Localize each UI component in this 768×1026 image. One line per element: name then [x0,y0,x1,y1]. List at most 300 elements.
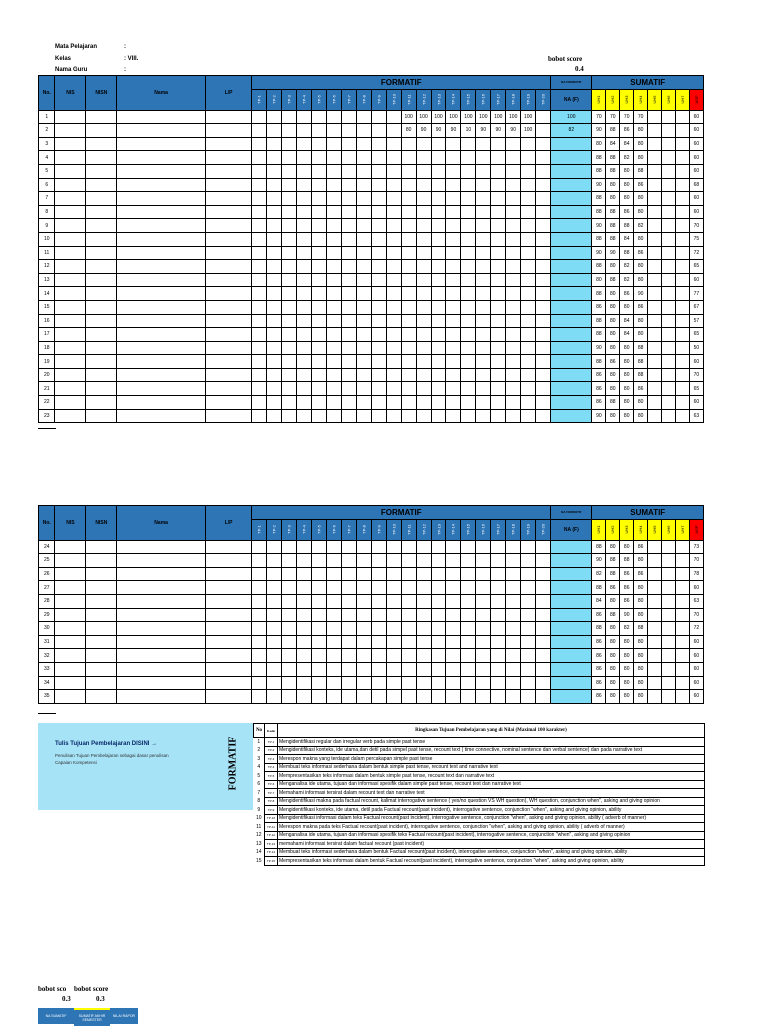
summary-row [254,840,705,849]
summary-row [254,746,705,755]
uh-label: ASP [693,525,699,534]
lp-cell [205,178,251,192]
tp-score-cell [476,649,491,663]
tp-label: TP-1 [256,525,262,534]
table-row [39,314,704,328]
tp-score-cell [506,540,521,554]
asp-score-cell: 70 [689,368,703,382]
tp-score-cell [476,581,491,595]
tp-score-cell [506,635,521,649]
uh-score-cell: 80 [634,690,648,704]
tp-score-cell [371,124,386,138]
tp-score-cell [461,151,476,165]
tp-score-cell [356,192,371,206]
tp-score-cell [416,690,431,704]
uh-score-cell [648,649,662,663]
tp-score-cell [341,594,356,608]
uh-score-cell: 84 [606,137,620,151]
tp-score-cell [326,178,341,192]
tp-score-cell [341,287,356,301]
asp-score-cell: 65 [689,382,703,396]
na-f-cell [551,622,592,636]
tp-score-cell [297,608,312,622]
tp-score-cell [386,676,401,690]
tp-score-cell [282,219,297,233]
table-row [39,273,704,287]
name-cell [117,676,206,690]
tp-score-cell [431,396,446,410]
uh-score-cell [661,246,675,260]
uh-score-cell [661,341,675,355]
na-f-cell [551,608,592,622]
tp-score-cell [506,232,521,246]
tp-score-cell [446,328,461,342]
lp-cell [205,341,251,355]
tp-score-cell [326,635,341,649]
tp-score-cell [431,690,446,704]
summary-no: 7 [257,789,261,796]
uh-score-cell: 82 [634,219,648,233]
tp-score-cell [416,622,431,636]
table-row [39,409,704,423]
uh-score-cell: 88 [592,260,606,274]
tp-score-cell [267,219,282,233]
uh-score-cell [675,300,689,314]
uh-score-cell [661,567,675,581]
uh-score-cell: 80 [634,635,648,649]
tp-score-cell [312,581,327,595]
table-row [39,396,704,410]
asp-score-cell: 60 [689,396,703,410]
tp-score-cell [252,178,267,192]
tp-score-cell [536,151,551,165]
tp-score-cell [461,341,476,355]
uh-label: UH6 [665,95,671,104]
na-f-cell [551,649,592,663]
tp-score-cell [506,594,521,608]
tp-score-cell [521,219,536,233]
nisn-cell [86,341,117,355]
lp-cell [205,137,251,151]
tp-score-cell [371,300,386,314]
uh-score-cell: 80 [620,396,634,410]
uh-label: UH3 [624,525,630,534]
tp-score-cell [416,409,431,423]
uh-score-cell: 80 [606,341,620,355]
summary-kode: TP-8 [265,797,278,806]
tp-score-cell [491,328,506,342]
summary-no: 8 [257,798,261,805]
tp-score-cell [252,273,267,287]
tp-label: TP-17 [495,94,501,106]
tp-column-header [416,519,431,540]
kelas-label: Kelas [55,56,72,62]
nis-cell [55,328,86,342]
uh-label: UH5 [652,525,658,534]
tp-label: TP-13 [436,524,442,536]
tp-label: TP-11 [406,94,412,105]
tp-score-cell [536,355,551,369]
tp-score-cell [356,540,371,554]
uh-score-cell: 82 [620,273,634,287]
uh-score-cell [648,409,662,423]
asp-score-cell: 65 [689,328,703,342]
table-row [39,328,704,342]
tp-score-cell [401,151,416,165]
name-cell [117,594,206,608]
tp-score-cell [521,676,536,690]
na-f-cell [551,219,592,233]
tp-score-cell [341,382,356,396]
tp-score-cell [341,273,356,287]
tp-score-cell [341,690,356,704]
tp-score-cell [416,219,431,233]
uh-score-cell [648,124,662,138]
tp-score-cell [536,341,551,355]
uh-score-cell [675,260,689,274]
tp-score-cell [252,635,267,649]
nis-cell [55,382,86,396]
uh-score-cell [648,662,662,676]
tp-score-cell [491,594,506,608]
tp-score-cell [341,205,356,219]
tp-score-cell [341,260,356,274]
tp-score-cell [416,151,431,165]
tp-score-cell [267,137,282,151]
nis-cell [55,300,86,314]
table-row [39,287,704,301]
tp-score-cell [341,246,356,260]
tp-score-cell [386,355,401,369]
tp-score-cell [446,260,461,274]
tp-score-cell [356,137,371,151]
tp-score-cell [536,368,551,382]
lp-cell [205,260,251,274]
tp-score-cell [521,151,536,165]
tp-score-cell [356,219,371,233]
tp-score-cell [536,260,551,274]
tp-score-cell [356,300,371,314]
tp-score-cell [506,409,521,423]
uh-score-cell [675,273,689,287]
tp-score-cell [491,540,506,554]
tp-score-cell [521,260,536,274]
tp-score-cell [491,232,506,246]
row-number: 27 [39,581,55,595]
tp-score-cell [416,137,431,151]
na-f-cell [551,205,592,219]
uh-score-cell: 88 [606,124,620,138]
uh-score-cell: 86 [620,287,634,301]
uh-score-cell: 80 [634,232,648,246]
tp-score-cell [267,205,282,219]
tp-column-header [312,89,327,110]
uh-score-cell: 88 [606,151,620,165]
name-cell [117,581,206,595]
tp-column-header [491,89,506,110]
tp-score-cell [371,355,386,369]
tp-score-cell [431,554,446,568]
tp-score-cell [252,690,267,704]
tp-score-cell [536,232,551,246]
tp-score-cell [297,232,312,246]
na-f-cell [551,690,592,704]
tp-column-header [252,519,267,540]
tp-score-cell [297,540,312,554]
tp-score-cell [341,110,356,124]
nis-cell [55,540,86,554]
uh-score-cell [675,328,689,342]
na-f-cell [551,341,592,355]
tp-score-cell [401,540,416,554]
summary-text: Mengidentifikasi informasi dalam teks Factual recount(past incident), interrogative sentence, conjunction "when", asking and giving opinion, ability ( adverb of manner) [278,814,705,823]
uh-score-cell: 86 [634,567,648,581]
uh-score-cell: 88 [634,355,648,369]
uh-score-cell [648,110,662,124]
tp-score-cell [461,554,476,568]
uh-column-header [675,89,689,110]
tp-score-cell [297,151,312,165]
tp-score-cell [536,246,551,260]
tp-score-cell [386,341,401,355]
tp-score-cell: 100 [521,124,536,138]
lp-cell [205,192,251,206]
tp-score-cell [267,300,282,314]
uh-score-cell [675,649,689,663]
uh-score-cell [675,368,689,382]
tp-score-cell [416,567,431,581]
uh-score-cell: 88 [592,287,606,301]
na-f-cell [551,137,592,151]
tp-score-cell [297,110,312,124]
tp-score-cell [371,594,386,608]
uh-score-cell: 82 [620,622,634,636]
tp-score-cell [416,178,431,192]
name-cell [117,260,206,274]
tp-label: TP-2 [271,525,277,534]
tp-score-cell [297,178,312,192]
grade-table-2 [38,505,704,704]
uh-score-cell: 80 [634,124,648,138]
tp-score-cell [371,341,386,355]
lp-cell [205,690,251,704]
tp-score-cell [356,567,371,581]
tp-score-cell [297,137,312,151]
tp-score-cell [297,164,312,178]
tp-score-cell [431,341,446,355]
tp-score-cell [506,137,521,151]
uh-column-header [592,519,606,540]
tp-score-cell [297,382,312,396]
tp-score-cell [297,205,312,219]
footer-bobot-value-2: 0.3 [96,995,105,1003]
row-number: 3 [39,137,55,151]
tp-score-cell [371,635,386,649]
na-f-cell: 82 [551,124,592,138]
tp-label: TP-10 [391,94,397,106]
tp-score-cell: 80 [401,124,416,138]
tp-score-cell [476,355,491,369]
tp-score-cell [476,232,491,246]
summary-kode: TP-14 [265,848,278,857]
tp-score-cell [446,368,461,382]
tp-column-header [536,519,551,540]
tp-score-cell [446,622,461,636]
tp-score-cell [282,205,297,219]
tp-score-cell [252,260,267,274]
tp-score-cell [282,567,297,581]
uh-score-cell [675,355,689,369]
tp-score-cell [282,540,297,554]
tp-score-cell [341,124,356,138]
table-row [39,164,704,178]
tp-score-cell [461,219,476,233]
tp-score-cell [506,246,521,260]
nisn-cell [86,608,117,622]
uh-column-header [648,89,662,110]
summary-text: Menganalisa ide utama, tujuan dan informasi spesifik dalam simple past tense, recount text dan narrative text [278,780,705,789]
uh-column-header [689,89,703,110]
tp-score-cell [401,287,416,301]
lp-cell [205,287,251,301]
row-number: 4 [39,151,55,165]
tp-score-cell: 100 [506,110,521,124]
tp-score-cell [386,151,401,165]
tp-label: TP-12 [421,94,427,106]
tp-score-cell [521,690,536,704]
uh-score-cell: 70 [620,110,634,124]
tp-score-cell [312,178,327,192]
uh-score-cell [661,328,675,342]
tp-score-cell [536,594,551,608]
row-number: 1 [39,110,55,124]
tp-score-cell [326,567,341,581]
tp-score-cell [401,328,416,342]
tp-score-cell [401,137,416,151]
tp-score-cell [326,581,341,595]
na-f-header: NA (F) [551,519,592,540]
tp-score-cell [297,260,312,274]
tp-score-cell [536,287,551,301]
uh-score-cell [648,151,662,165]
tp-score-cell [326,662,341,676]
row-number: 25 [39,554,55,568]
tp-score-cell [341,300,356,314]
nisn-cell [86,260,117,274]
uh-score-cell [661,409,675,423]
na-f-cell [551,287,592,301]
tp-score-cell [282,554,297,568]
tp-score-cell [252,137,267,151]
summary-no: 15 [255,857,262,864]
tp-score-cell [356,581,371,595]
uh-score-cell [675,124,689,138]
tp-score-cell [491,260,506,274]
tp-score-cell [416,396,431,410]
tp-score-cell [371,690,386,704]
tp-score-cell [297,622,312,636]
uh-score-cell: 80 [606,409,620,423]
nisn-cell [86,232,117,246]
tp-column-header [356,519,371,540]
tp-score-cell [252,409,267,423]
tp-column-header [371,519,386,540]
uh-label: UH2 [610,95,616,104]
uh-score-cell: 80 [620,662,634,676]
tp-score-cell [371,287,386,301]
tp-score-cell [371,409,386,423]
summary-text: Mengidentifikasi makna pada factual recount, kalimat interrogative sentence ( yes/no question VS WH question), WH question, conjunction when", asking and giving opinion [278,797,705,806]
asp-score-cell: 60 [689,273,703,287]
tp-score-cell [356,382,371,396]
tp-label: TP-4 [301,525,307,534]
uh-label: UH4 [638,525,644,534]
uh-score-cell: 80 [620,409,634,423]
tp-score-cell [386,192,401,206]
tp-score-cell [506,567,521,581]
col-header-nisn: NISN [86,506,117,541]
tp-score-cell: 100 [491,110,506,124]
col-header-nis: NIS [55,506,86,541]
tp-score-cell [476,192,491,206]
tp-score-cell [341,164,356,178]
tp-score-cell [312,368,327,382]
tp-score-cell [341,355,356,369]
tp-score-cell [446,690,461,704]
tp-score-cell [371,246,386,260]
uh-score-cell: 80 [634,554,648,568]
tp-score-cell [491,662,506,676]
tp-score-cell [282,246,297,260]
footer-na-sumatif: NA SUMATIF [38,1008,74,1024]
tp-label: TP-14 [450,94,456,106]
nisn-cell [86,328,117,342]
footer-sumatif-akhir: SUMATIF AKHIR SEMESTER [74,1008,110,1026]
uh-score-cell: 80 [634,192,648,206]
uh-score-cell: 90 [592,178,606,192]
uh-score-cell [675,635,689,649]
tp-score-cell [461,205,476,219]
tp-score-cell [341,219,356,233]
tp-score-cell [267,567,282,581]
tp-column-header [267,519,282,540]
tp-score-cell [282,581,297,595]
tp-score-cell [506,608,521,622]
tp-score-cell [326,355,341,369]
mapel-value: : [124,44,126,50]
tp-column-header [297,519,312,540]
table-row [39,649,704,663]
tp-score-cell [386,124,401,138]
tp-score-cell [297,219,312,233]
tp-score-cell [341,581,356,595]
na-f-cell [551,151,592,165]
tp-column-header [431,89,446,110]
tp-score-cell [252,554,267,568]
summary-row [254,797,705,806]
tp-score-cell [416,341,431,355]
tp-score-cell [386,662,401,676]
name-cell [117,246,206,260]
summary-kode: TP-10 [265,814,278,823]
nis-cell [55,396,86,410]
tp-score-cell [326,608,341,622]
nis-cell [55,192,86,206]
uh-score-cell [648,594,662,608]
tp-score-cell [446,567,461,581]
nis-cell [55,635,86,649]
uh-score-cell [661,260,675,274]
